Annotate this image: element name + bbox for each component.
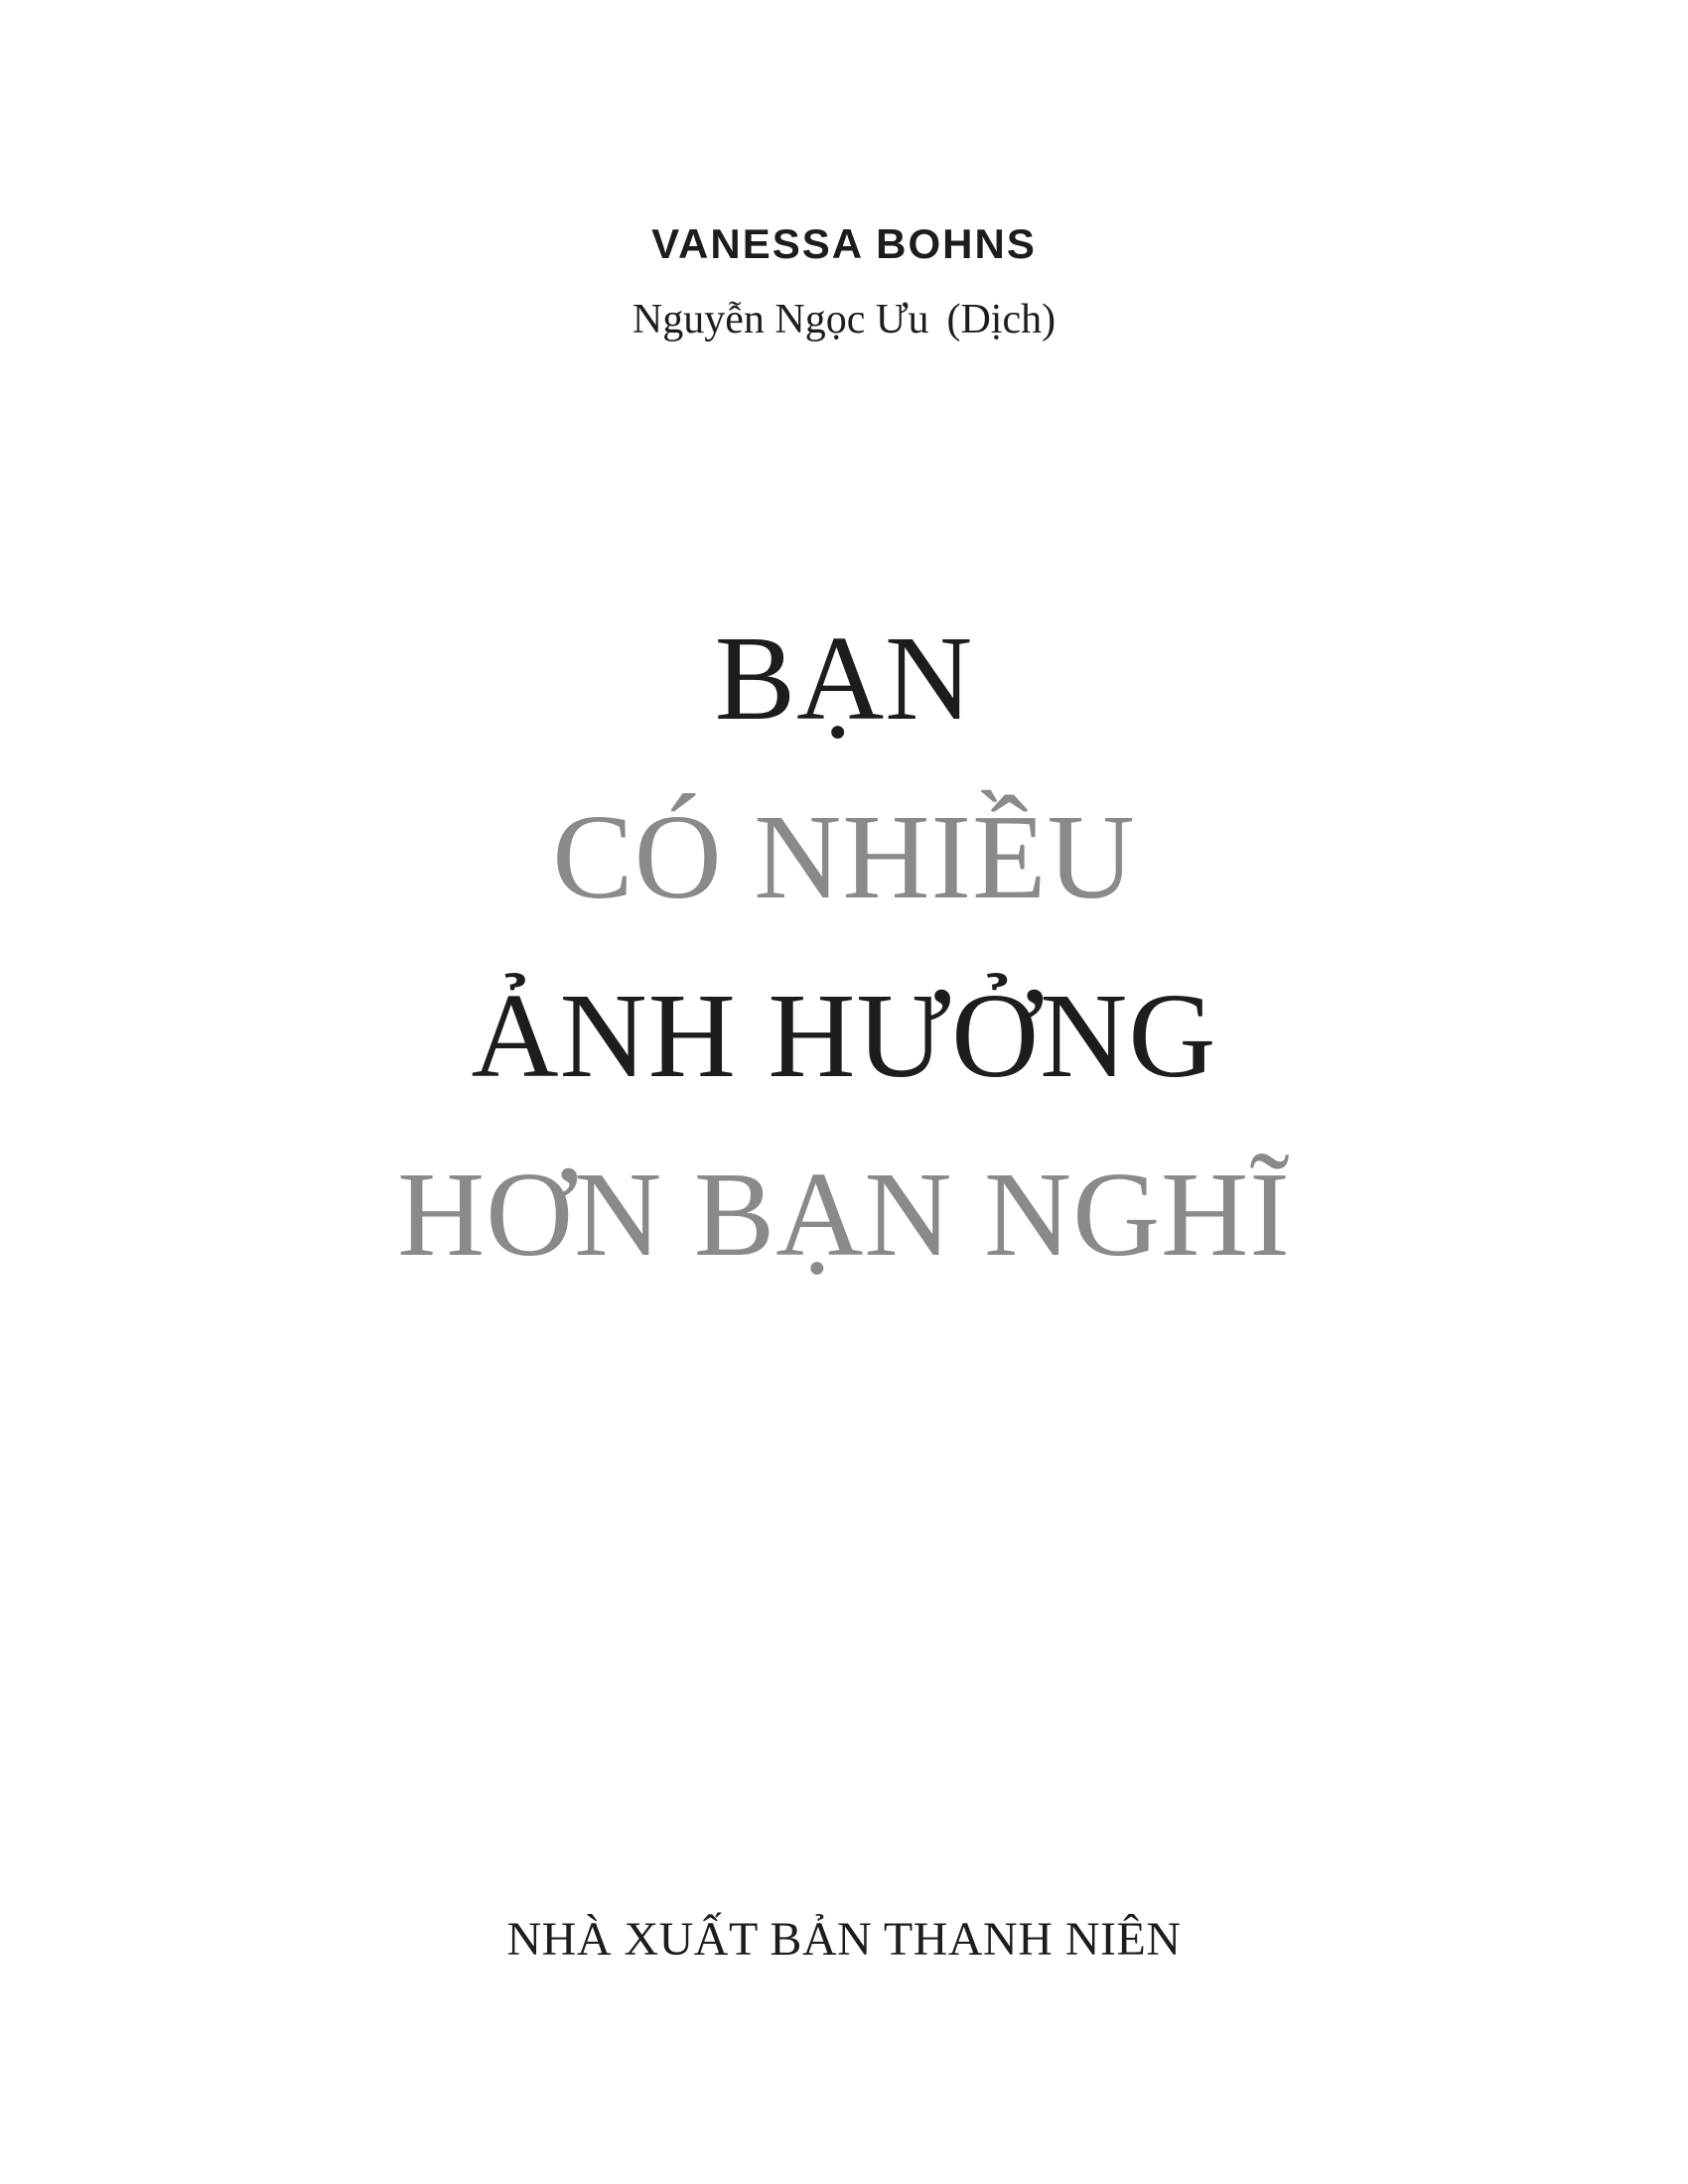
publisher-name: NHÀ XUẤT BẢN THANH NIÊN <box>506 1913 1182 1966</box>
title-line-2: CÓ NHIỀU <box>552 790 1136 924</box>
book-title <box>0 590 1688 1304</box>
translator-role: (Dịch) <box>946 297 1056 342</box>
title-line-4: HƠN BẠN NGHĨ <box>397 1148 1291 1282</box>
translator-name: Nguyễn Ngọc Ưu <box>632 297 929 342</box>
author-name: VANESSA BOHNS <box>651 220 1037 267</box>
title-line-3: ẢNH HƯỞNG <box>471 969 1217 1103</box>
translator-line <box>0 296 1688 343</box>
title-line-1: BẠN <box>714 612 974 746</box>
